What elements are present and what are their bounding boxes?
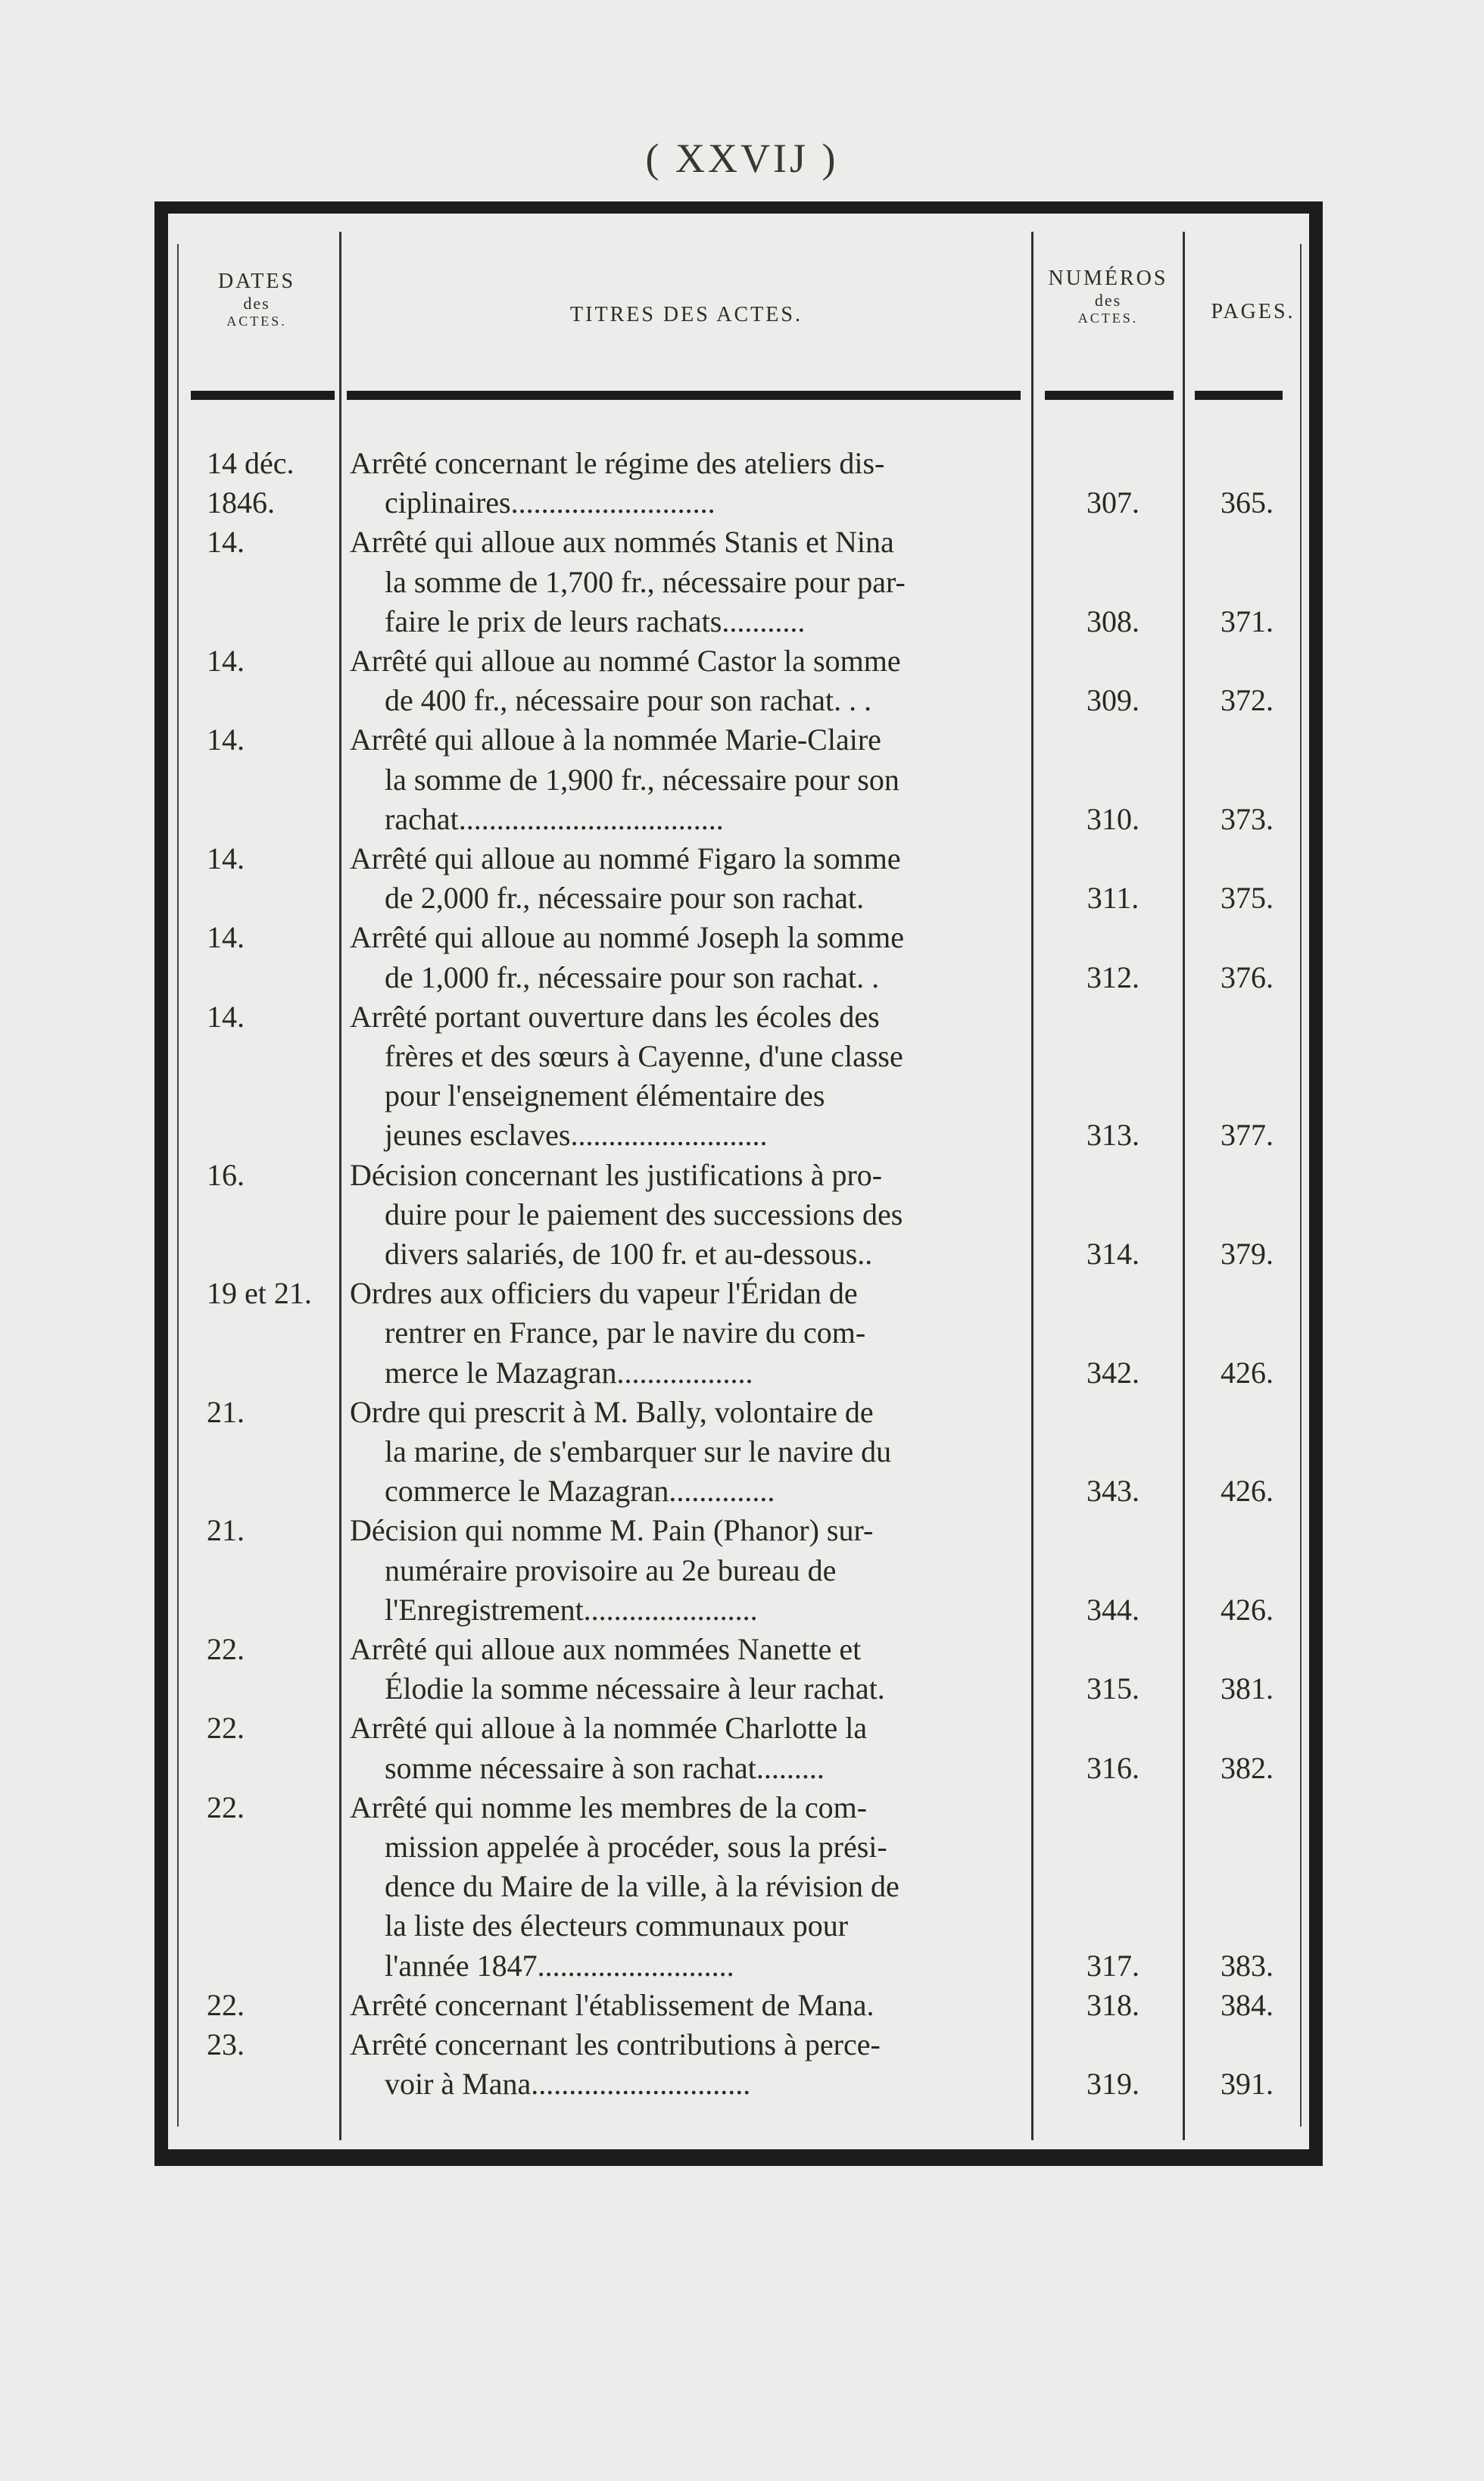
row-page-number: 375. <box>1221 881 1274 916</box>
table-row <box>0 1709 1484 1748</box>
row-title: la somme de 1,900 fr., nécessaire pour son <box>385 762 899 797</box>
row-act-number: 316. <box>1086 1750 1140 1785</box>
row-date: 23. <box>207 2027 245 2061</box>
row-act-number: 318. <box>1086 1987 1140 2022</box>
row-title: mission appelée à procéder, sous la prési- <box>385 1830 887 1864</box>
row-page-number: 382. <box>1221 1750 1274 1785</box>
row-page-number: 426. <box>1221 1474 1274 1509</box>
table-row <box>0 1788 1484 1827</box>
table-row <box>0 1393 1484 1432</box>
row-act-number: 309. <box>1086 683 1140 718</box>
table-row <box>0 918 1484 957</box>
table-row <box>0 1986 1484 2025</box>
header-pages <box>1185 300 1321 324</box>
row-title: Arrêté concernant l'établissement de Mana. <box>350 1987 874 2022</box>
table-row <box>0 681 1484 720</box>
header-rule-dates <box>191 391 335 400</box>
table-row <box>0 1551 1484 1590</box>
table-row <box>0 1867 1484 1906</box>
row-title: Arrêté concernant les contributions à perce- <box>350 2027 881 2061</box>
row-act-number: 344. <box>1086 1592 1140 1627</box>
row-page-number: 377. <box>1221 1118 1274 1153</box>
table-row <box>0 1195 1484 1234</box>
row-page-number: 379. <box>1221 1237 1274 1271</box>
table-row <box>0 1116 1484 1155</box>
row-date: 14 déc. <box>207 446 295 480</box>
table-row <box>0 1037 1484 1076</box>
table-row <box>0 1076 1484 1116</box>
row-act-number: 307. <box>1086 485 1140 520</box>
row-act-number: 308. <box>1086 604 1140 638</box>
header-numeros-line2: des <box>1094 291 1122 310</box>
row-page-number: 372. <box>1221 683 1274 718</box>
row-title: divers salariés, de 100 fr. et au-dessous.. <box>385 1237 873 1271</box>
row-title: la somme de 1,700 fr., nécessaire pour par- <box>385 564 906 599</box>
row-act-number: 310. <box>1086 801 1140 836</box>
row-title: Arrêté qui alloue au nommé Castor la somme <box>350 644 901 678</box>
header-rule-titles <box>347 391 1021 400</box>
header-dates-line2: des <box>243 294 270 313</box>
row-date: 14. <box>207 920 245 955</box>
table-row <box>0 1511 1484 1550</box>
table-row <box>0 1353 1484 1393</box>
row-title: de 400 fr., nécessaire pour son rachat. . . <box>385 683 872 718</box>
row-title: faire le prix de leurs rachats........... <box>385 604 806 638</box>
row-title: merce le Mazagran.................. <box>385 1355 753 1390</box>
row-date: 22. <box>207 1790 245 1824</box>
header-numeros <box>1034 267 1183 326</box>
row-date: 16. <box>207 1157 245 1192</box>
row-title: Ordre qui prescrit à M. Bally, volontaire de <box>350 1394 874 1429</box>
row-title: Décision qui nomme M. Pain (Phanor) sur- <box>350 1513 874 1548</box>
table-row <box>0 1471 1484 1511</box>
table-row <box>0 563 1484 602</box>
table-row <box>0 2064 1484 2104</box>
row-title: de 1,000 fr., nécessaire pour son rachat. . <box>385 960 880 994</box>
row-title: Arrêté qui alloue aux nommées Nanette et <box>350 1632 862 1666</box>
row-act-number: 311. <box>1086 881 1140 916</box>
row-title: rentrer en France, par le navire du com- <box>385 1315 866 1350</box>
header-numeros-line1: NUMÉROS <box>1048 267 1168 290</box>
row-act-number: 314. <box>1086 1237 1140 1271</box>
table-row <box>0 997 1484 1037</box>
row-title: de 2,000 fr., nécessaire pour son rachat. <box>385 881 865 916</box>
row-page-number: 384. <box>1221 1987 1274 2022</box>
row-date: 14. <box>207 999 245 1034</box>
row-title: Élodie la somme nécessaire à leur rachat. <box>385 1671 885 1706</box>
row-page-number: 426. <box>1221 1592 1274 1627</box>
row-title: la liste des électeurs communaux pour <box>385 1908 849 1943</box>
row-act-number: 319. <box>1086 2067 1140 2102</box>
row-act-number: 317. <box>1086 1948 1140 1983</box>
row-title: jeunes esclaves.......................... <box>385 1118 768 1153</box>
row-act-number: 342. <box>1086 1355 1140 1390</box>
row-date: 14. <box>207 841 245 875</box>
row-page-number: 373. <box>1221 801 1274 836</box>
row-title: voir à Mana............................. <box>385 2067 751 2102</box>
header-dates-line3: ACTES. <box>226 314 287 329</box>
row-title: Arrêté portant ouverture dans les écoles des <box>350 999 880 1034</box>
table-row <box>0 1156 1484 1195</box>
row-title: Arrêté qui alloue aux nommés Stanis et Nina <box>350 525 894 560</box>
row-page-number: 383. <box>1221 1948 1274 1983</box>
row-title: Arrêté qui alloue au nommé Figaro la somme <box>350 841 901 875</box>
row-page-number: 381. <box>1221 1671 1274 1706</box>
row-date: 14. <box>207 525 245 560</box>
row-date: 22. <box>207 1632 245 1666</box>
row-act-number: 315. <box>1086 1671 1140 1706</box>
row-date: 21. <box>207 1394 245 1429</box>
table-row <box>0 1946 1484 1986</box>
header-titles-label: TITRES DES ACTES. <box>570 303 803 326</box>
row-title: l'année 1847.......................... <box>385 1948 734 1983</box>
table-row <box>0 839 1484 878</box>
table-row <box>0 1313 1484 1353</box>
row-act-number: 313. <box>1086 1118 1140 1153</box>
row-page-number: 391. <box>1221 2067 1274 2102</box>
table-row <box>0 1630 1484 1669</box>
header-titles <box>341 303 1031 327</box>
row-title: commerce le Mazagran.............. <box>385 1474 775 1509</box>
row-page-number: 365. <box>1221 485 1274 520</box>
row-title: duire pour le paiement des successions des <box>385 1197 903 1231</box>
row-act-number: 312. <box>1086 960 1140 994</box>
table-row <box>0 720 1484 760</box>
header-dates <box>174 270 339 329</box>
table-row <box>0 1432 1484 1471</box>
table-row <box>0 523 1484 562</box>
row-title: Arrêté concernant le régime des ateliers dis- <box>350 446 885 480</box>
row-title: Arrêté qui nomme les membres de la com- <box>350 1790 868 1824</box>
header-rule-numeros <box>1045 391 1174 400</box>
row-page-number: 426. <box>1221 1355 1274 1390</box>
table-row <box>0 800 1484 839</box>
row-title: la marine, de s'embarquer sur le navire du <box>385 1434 892 1468</box>
row-date: 1846. <box>207 485 275 520</box>
table-row <box>0 1827 1484 1867</box>
table-row <box>0 1749 1484 1788</box>
row-date: 14. <box>207 644 245 678</box>
row-title: numéraire provisoire au 2e bureau de <box>385 1553 837 1587</box>
row-title: Arrêté qui alloue à la nommée Marie-Claire <box>350 722 881 757</box>
row-page-number: 376. <box>1221 960 1274 994</box>
table-row <box>0 1906 1484 1946</box>
table-row <box>0 444 1484 483</box>
row-page-number: 371. <box>1221 604 1274 638</box>
row-date: 19 et 21. <box>207 1276 312 1311</box>
row-title: dence du Maire de la ville, à la révision de <box>385 1869 899 1904</box>
row-title: Décision concernant les justifications à pro- <box>350 1157 883 1192</box>
header-pages-label: PAGES. <box>1211 300 1295 323</box>
table-row <box>0 483 1484 523</box>
header-numeros-line3: ACTES. <box>1077 311 1139 326</box>
table-row <box>0 1590 1484 1630</box>
table-row <box>0 1234 1484 1274</box>
table-row <box>0 878 1484 918</box>
row-title: Ordres aux officiers du vapeur l'Éridan de <box>350 1276 858 1311</box>
table-row <box>0 958 1484 997</box>
row-date: 22. <box>207 1987 245 2022</box>
header-rule-pages <box>1195 391 1283 400</box>
row-title: l'Enregistrement....................... <box>385 1592 758 1627</box>
table-row <box>0 2025 1484 2064</box>
row-title: rachat................................... <box>385 801 724 836</box>
row-title: pour l'enseignement élémentaire des <box>385 1078 825 1113</box>
row-act-number: 343. <box>1086 1474 1140 1509</box>
row-date: 14. <box>207 722 245 757</box>
table-row <box>0 602 1484 641</box>
row-title: somme nécessaire à son rachat......... <box>385 1750 825 1785</box>
row-title: Arrêté qui alloue à la nommée Charlotte la <box>350 1711 868 1746</box>
header-dates-line1: DATES <box>217 270 296 293</box>
row-title: Arrêté qui alloue au nommé Joseph la somme <box>350 920 905 955</box>
table-row <box>0 1274 1484 1313</box>
table-row <box>0 760 1484 800</box>
table-row <box>0 641 1484 681</box>
page-number: ( XXVIJ ) <box>645 136 839 181</box>
row-title: ciplinaires........................... <box>385 485 716 520</box>
table-row <box>0 1669 1484 1709</box>
row-date: 22. <box>207 1711 245 1746</box>
row-date: 21. <box>207 1513 245 1548</box>
row-title: frères et des sœurs à Cayenne, d'une classe <box>385 1039 903 1073</box>
